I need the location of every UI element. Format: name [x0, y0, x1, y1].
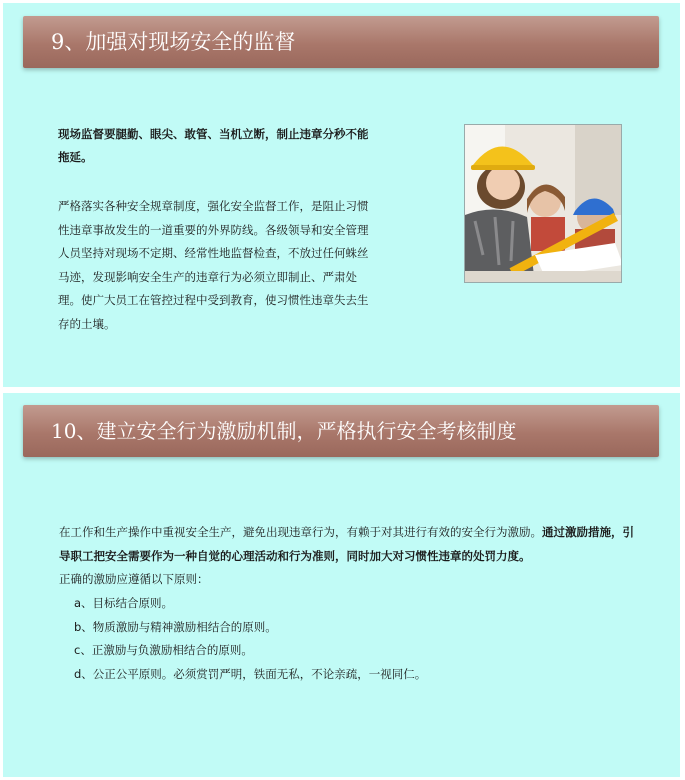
principle-item: c、正激励与负激励相结合的原则。	[74, 643, 253, 657]
section-10-body-plain: 在工作和生产操作中重视安全生产，避免出现违章行为，有赖于对其进行有效的安全行为激励。	[59, 525, 542, 539]
principle-item: a、目标结合原则。	[74, 596, 174, 610]
section-10-panel	[3, 393, 680, 777]
principle-item: b、物质激励与精神激励相结合的原则。	[74, 619, 277, 634]
children-in-hardhats-photo	[464, 124, 622, 283]
section-10-body-tail: 正确的激励应遵循以下原则：	[59, 572, 209, 586]
section-9-title: 9、加强对现场安全的监督	[23, 16, 659, 68]
section-10-title: 10、建立安全行为激励机制，严格执行安全考核制度	[23, 405, 659, 457]
photo-illustration	[465, 125, 622, 283]
principle-item: d、公正公平原则。必须赏罚严明，铁面无私，不论亲疏，一视同仁。	[74, 666, 427, 681]
section-9-lead: 现场监督要腿勤、眼尖、敢管、当机立断，制止违章分秒不能拖延。	[58, 127, 369, 164]
principles-list	[74, 592, 426, 686]
section-9-panel	[3, 3, 680, 387]
section-10-body	[59, 521, 641, 592]
section-9-body: 严格落实各种安全规章制度，强化安全监督工作，是阻止习惯性违章事故发生的一道重要的外界防线。各级领导和安全管理人员坚持对现场不定期、经常性地监督检查，不放过任何蛛丝马迹，发现影响安全生产的违章行为必须立即制止、严肃处理。使广大员工在管控过程中受到教育，使习惯性违章失去生存的土壤。	[58, 199, 369, 331]
section-10-body-bold: 通过激励措施，引导职工把安全需要作为一种自觉的心理活动和行为准则，同时加大对习惯性违章的处罚力度。	[59, 525, 634, 563]
